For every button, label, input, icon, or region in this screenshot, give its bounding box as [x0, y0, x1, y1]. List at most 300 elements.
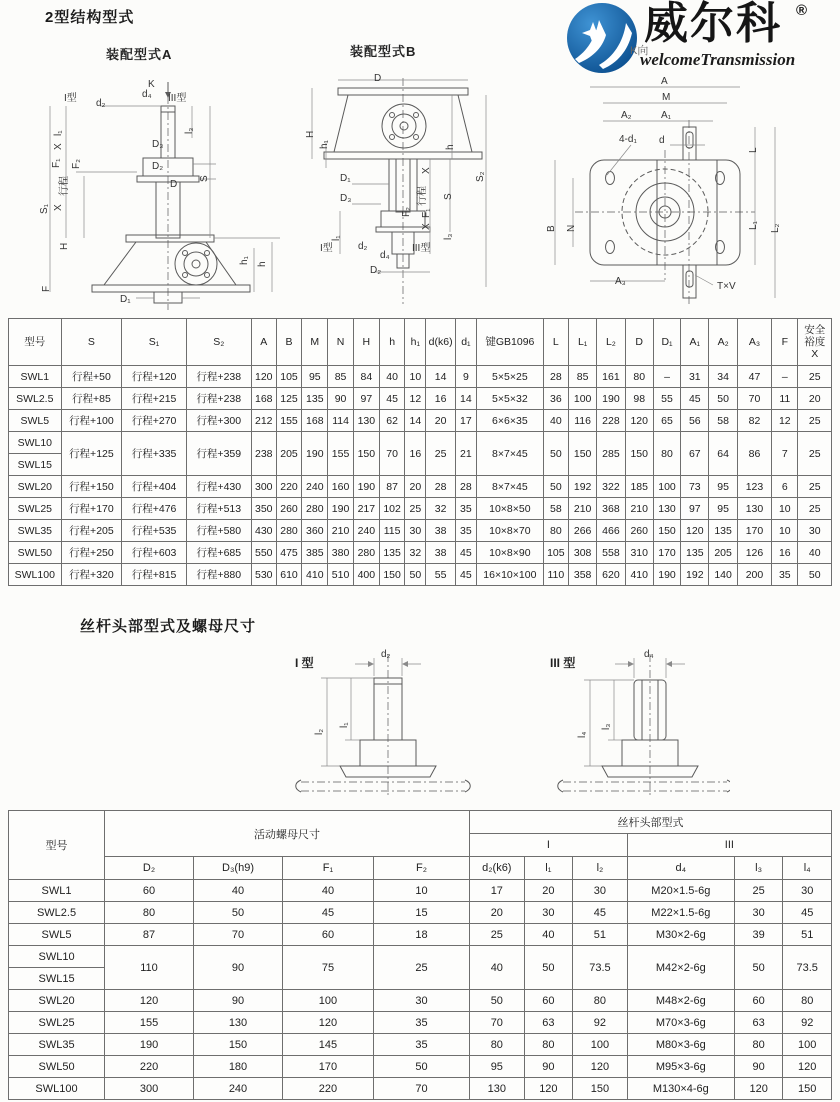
header-cell: A₃: [737, 319, 771, 366]
cell: 5×5×32: [477, 388, 544, 410]
cell: 25: [373, 946, 469, 990]
cell: 110: [543, 564, 568, 586]
dim-label: III型: [412, 243, 431, 254]
cell: 行程+815: [122, 564, 187, 586]
header-cell: M: [302, 319, 328, 366]
cell: SWL25: [9, 1012, 105, 1034]
cell: 140: [709, 564, 737, 586]
cell: 25: [426, 432, 455, 476]
cell: 51: [573, 924, 628, 946]
cell: 40: [379, 366, 404, 388]
cell: 192: [568, 476, 596, 498]
cell: 30: [524, 902, 573, 924]
cell: 20: [798, 388, 832, 410]
header-cell: D: [625, 319, 653, 366]
cell: 116: [568, 410, 596, 432]
header-cell: L₁: [568, 319, 596, 366]
cell: 25: [798, 498, 832, 520]
table-row: [9, 1078, 832, 1100]
cell: 123: [737, 476, 771, 498]
cell: 217: [353, 498, 379, 520]
cell: 行程+580: [186, 520, 251, 542]
cell: 168: [251, 388, 276, 410]
cell: M30×2-6g: [627, 924, 734, 946]
cell: M70×3-6g: [627, 1012, 734, 1034]
header-cell: A: [251, 319, 276, 366]
dim-label: D₂: [370, 265, 382, 276]
cell: 6: [772, 476, 798, 498]
cell: SWL100: [9, 1078, 105, 1100]
dim-label: H: [59, 242, 70, 250]
cell: 90: [328, 388, 353, 410]
view-k-label: K向: [630, 45, 649, 57]
cell: 行程+404: [122, 476, 187, 498]
brand-subtitle: welcomeTransmission: [640, 50, 796, 69]
cell: 35: [455, 520, 476, 542]
header-cell: L₂: [597, 319, 625, 366]
dim-label: d₂: [96, 98, 106, 109]
header-cell: S₁: [122, 319, 187, 366]
dim-label: X: [421, 167, 432, 174]
header-cell: F₁: [282, 857, 373, 880]
cell: 135: [709, 520, 737, 542]
cell: SWL15: [9, 454, 62, 476]
cell: 30: [798, 520, 832, 542]
header-cell: A₁: [681, 319, 709, 366]
cell: SWL35: [9, 520, 62, 542]
cell: 80: [783, 990, 832, 1012]
cell: 322: [597, 476, 625, 498]
cell: 16: [405, 432, 426, 476]
cell: 行程+250: [61, 542, 122, 564]
cell: 220: [276, 476, 301, 498]
cell: 40: [282, 880, 373, 902]
cell: 87: [379, 476, 404, 498]
cell: 行程+150: [61, 476, 122, 498]
cell: 70: [194, 924, 283, 946]
cell: 16: [772, 542, 798, 564]
cell: 190: [353, 476, 379, 498]
cell: 60: [105, 880, 194, 902]
cell: 130: [353, 410, 379, 432]
assembly-b-diagram: [300, 72, 530, 310]
cell: 80: [105, 902, 194, 924]
cell: 150: [379, 564, 404, 586]
cell: 63: [524, 1012, 573, 1034]
cell: 45: [455, 564, 476, 586]
section-title: 丝杆头部型式及螺母尺寸: [80, 618, 257, 635]
cell: 73.5: [573, 946, 628, 990]
cell: 60: [524, 990, 573, 1012]
cell: 430: [251, 520, 276, 542]
cell: 105: [276, 366, 301, 388]
cell: 50: [543, 476, 568, 498]
cell: 58: [543, 498, 568, 520]
screw-head-type3-drawing: [540, 650, 730, 802]
cell: 145: [282, 1034, 373, 1056]
cell: 410: [625, 564, 653, 586]
cell: 190: [302, 432, 328, 476]
cell: 行程+880: [186, 564, 251, 586]
cell: 150: [783, 1078, 832, 1100]
header-cell: F: [772, 319, 798, 366]
cell: SWL2.5: [9, 388, 62, 410]
header-cell: F₂: [373, 857, 469, 880]
assembly-a-drawing: [40, 80, 300, 314]
cell: 280: [302, 498, 328, 520]
cell: 60: [282, 924, 373, 946]
cell: 行程+603: [122, 542, 187, 564]
cell: 80: [625, 366, 653, 388]
cell: SWL25: [9, 498, 62, 520]
header-cell: h₁: [405, 319, 426, 366]
cell: 150: [625, 432, 653, 476]
cell: 55: [426, 564, 455, 586]
registered-mark: ®: [796, 2, 808, 19]
cell: 70: [737, 388, 771, 410]
dim-label: h₁: [319, 140, 330, 149]
dim-label: l₁: [339, 722, 350, 728]
cell: 190: [653, 564, 680, 586]
cell: 18: [373, 924, 469, 946]
type1-caption: I 型: [295, 656, 314, 670]
cell: 120: [282, 1012, 373, 1034]
cell: 60: [734, 990, 783, 1012]
dim-label: K: [148, 79, 155, 90]
cell: 56: [681, 410, 709, 432]
cell: 95: [470, 1056, 525, 1078]
cell: 70: [373, 1078, 469, 1100]
dim-label: h₁: [239, 256, 250, 265]
header-cell: 型号: [9, 319, 62, 366]
cell: 12: [772, 410, 798, 432]
cell: 40: [470, 946, 525, 990]
dim-label: M: [662, 92, 671, 103]
cell: 90: [734, 1056, 783, 1078]
cell: 25: [470, 924, 525, 946]
cell: 228: [597, 410, 625, 432]
cell: 90: [194, 946, 283, 990]
dim-label: F₂: [401, 207, 412, 217]
cell: 102: [379, 498, 404, 520]
cell: SWL2.5: [9, 902, 105, 924]
dim-label: N: [566, 224, 577, 232]
cell: 385: [302, 542, 328, 564]
cell: 25: [798, 432, 832, 476]
cell: 90: [524, 1056, 573, 1078]
cell: 135: [302, 388, 328, 410]
cell: 368: [597, 498, 625, 520]
cell: 100: [282, 990, 373, 1012]
cell: 85: [328, 366, 353, 388]
dim-label: L: [748, 147, 759, 153]
cell: 475: [276, 542, 301, 564]
cell: 62: [379, 410, 404, 432]
header-cell: D₂: [105, 857, 194, 880]
cell: 310: [625, 542, 653, 564]
dim-label: F₁: [51, 158, 62, 168]
cell: 行程+476: [122, 498, 187, 520]
cell: 100: [573, 1034, 628, 1056]
cell: 67: [681, 432, 709, 476]
header-cell: A₂: [709, 319, 737, 366]
assembly-b-drawing: [300, 72, 530, 310]
cell: M22×1.5-6g: [627, 902, 734, 924]
header-cell: I: [470, 834, 628, 857]
cell: 45: [379, 388, 404, 410]
assembly-a-caption: 装配型式A: [106, 47, 173, 62]
type3-caption: III 型: [550, 656, 576, 670]
cell: 120: [783, 1056, 832, 1078]
cell: –: [772, 366, 798, 388]
cell: 45: [455, 542, 476, 564]
header-cell: d(k6): [426, 319, 455, 366]
cell: 51: [783, 924, 832, 946]
cell: 64: [709, 432, 737, 476]
cell: 50: [734, 946, 783, 990]
dim-label: I型: [320, 243, 333, 254]
cell: 25: [405, 498, 426, 520]
cell: 55: [653, 388, 680, 410]
table-row: [9, 476, 832, 498]
cell: 360: [302, 520, 328, 542]
cell: 50: [405, 564, 426, 586]
cell: 620: [597, 564, 625, 586]
cell: 行程+270: [122, 410, 187, 432]
cell: 90: [194, 990, 283, 1012]
cell: 120: [105, 990, 194, 1012]
cell: SWL15: [9, 968, 105, 990]
cell: 28: [426, 476, 455, 498]
cell: 40: [798, 542, 832, 564]
cell: 45: [282, 902, 373, 924]
dim-label: S₁: [39, 203, 50, 214]
cell: 17: [455, 410, 476, 432]
cell: 45: [783, 902, 832, 924]
dim-label: L₂: [770, 223, 781, 233]
table-row: [9, 902, 832, 924]
dim-label: D₁: [120, 294, 131, 305]
cell: 100: [783, 1034, 832, 1056]
dim-label: X: [53, 204, 64, 211]
cell: 14: [426, 366, 455, 388]
cell: 212: [251, 410, 276, 432]
cell: 358: [568, 564, 596, 586]
cell: 16×10×100: [477, 564, 544, 586]
cell: 14: [405, 410, 426, 432]
cell: 70: [470, 1012, 525, 1034]
cell: 95: [709, 498, 737, 520]
cell: 9: [455, 366, 476, 388]
screw-head-type1-diagram: [285, 650, 475, 802]
cell: 240: [194, 1078, 283, 1100]
header-cell: D₁: [653, 319, 680, 366]
cell: 98: [625, 388, 653, 410]
cell: 86: [737, 432, 771, 476]
header-row: [9, 811, 832, 834]
cell: 308: [568, 542, 596, 564]
cell: 31: [681, 366, 709, 388]
screw-head-type1-drawing: [285, 650, 475, 802]
dim-label: l₃: [601, 723, 612, 730]
cell: 150: [194, 1034, 283, 1056]
cell: M130×4-6g: [627, 1078, 734, 1100]
header-cell: d₄: [627, 857, 734, 880]
cell: 20: [426, 410, 455, 432]
cell: 92: [573, 1012, 628, 1034]
dim-label: T×V: [717, 281, 736, 292]
table-row: [9, 498, 832, 520]
cell: 125: [276, 388, 301, 410]
cell: 34: [709, 366, 737, 388]
cell: 6×6×35: [477, 410, 544, 432]
dim-label: S₂: [475, 171, 486, 182]
cell: 550: [251, 542, 276, 564]
cell: 610: [276, 564, 301, 586]
cell: 155: [105, 1012, 194, 1034]
cell: 32: [426, 498, 455, 520]
cell: 150: [653, 520, 680, 542]
cell: 205: [276, 432, 301, 476]
cell: 10: [405, 366, 426, 388]
cell: 10×8×50: [477, 498, 544, 520]
cell: 150: [568, 432, 596, 476]
dim-label: D₃: [152, 139, 164, 150]
brand-mark-icon: [566, 2, 638, 74]
dim-label: H: [305, 130, 316, 138]
cell: 170: [653, 542, 680, 564]
cell: 行程+320: [61, 564, 122, 586]
dim-label: l₁: [331, 235, 342, 241]
dim-label: l₃: [184, 127, 195, 134]
dim-label: A: [661, 76, 668, 87]
dim-label: F: [41, 285, 52, 292]
cell: 50: [543, 432, 568, 476]
cell: 300: [105, 1078, 194, 1100]
cell: 210: [568, 498, 596, 520]
header-cell: h: [379, 319, 404, 366]
cell: SWL35: [9, 1034, 105, 1056]
cell: 400: [353, 564, 379, 586]
cell: 170: [737, 520, 771, 542]
cell: 35: [772, 564, 798, 586]
cell: 260: [625, 520, 653, 542]
cell: 35: [373, 1034, 469, 1056]
cell: 85: [568, 366, 596, 388]
cell: 190: [597, 388, 625, 410]
cell: 17: [470, 880, 525, 902]
cell: SWL20: [9, 990, 105, 1012]
cell: 220: [105, 1056, 194, 1078]
cell: 200: [737, 564, 771, 586]
cell: 35: [373, 1012, 469, 1034]
cell: 210: [328, 520, 353, 542]
cell: SWL5: [9, 924, 105, 946]
cell: 58: [709, 410, 737, 432]
cell: SWL20: [9, 476, 62, 498]
cell: 30: [373, 990, 469, 1012]
cell: 25: [798, 366, 832, 388]
cell: 80: [524, 1034, 573, 1056]
cell: 7: [772, 432, 798, 476]
cell: 10: [373, 880, 469, 902]
cell: 73.5: [783, 946, 832, 990]
header-cell: d₁: [455, 319, 476, 366]
dim-label: l₂: [314, 728, 325, 735]
cell: 70: [379, 432, 404, 476]
cell: 130: [653, 498, 680, 520]
dim-label: h: [257, 261, 268, 267]
cell: 12: [405, 388, 426, 410]
dim-label: l₃: [443, 233, 454, 240]
cell: 50: [524, 946, 573, 990]
header-cell: D₃(h9): [194, 857, 283, 880]
cell: 97: [681, 498, 709, 520]
cell: 350: [251, 498, 276, 520]
cell: 25: [734, 880, 783, 902]
cell: 466: [597, 520, 625, 542]
cell: 39: [734, 924, 783, 946]
cell: SWL1: [9, 366, 62, 388]
cell: 30: [783, 880, 832, 902]
dim-label: A₃: [615, 276, 626, 287]
cell: SWL50: [9, 1056, 105, 1078]
screw-head-type3-diagram: [540, 650, 730, 802]
dim-label: III型: [168, 93, 187, 104]
dim-label: l₁: [53, 130, 64, 136]
dim-label: D₃: [340, 193, 352, 204]
cell: 120: [524, 1078, 573, 1100]
dim-label: S: [443, 193, 454, 200]
cell: 行程+430: [186, 476, 251, 498]
cell: M48×2-6g: [627, 990, 734, 1012]
dim-label: B: [546, 225, 557, 232]
table-row: [9, 366, 832, 388]
cell: 105: [543, 542, 568, 564]
cell: 205: [709, 542, 737, 564]
header-cell: 活动螺母尺寸: [105, 811, 470, 857]
cell: 190: [328, 498, 353, 520]
cell: 行程+300: [186, 410, 251, 432]
cell: 47: [737, 366, 771, 388]
cell: 95: [709, 476, 737, 498]
dim-label: d₄: [142, 89, 152, 100]
cell: 行程+125: [61, 432, 122, 476]
cell: 14: [455, 388, 476, 410]
cell: 80: [734, 1034, 783, 1056]
cell: 38: [426, 542, 455, 564]
dim-label: d: [659, 135, 665, 146]
header-cell: B: [276, 319, 301, 366]
cell: 135: [379, 542, 404, 564]
cell: 150: [573, 1078, 628, 1100]
table-row: [9, 1056, 832, 1078]
cell: 30: [405, 520, 426, 542]
cell: 120: [681, 520, 709, 542]
header-cell: L: [543, 319, 568, 366]
cell: 行程+170: [61, 498, 122, 520]
cell: 40: [194, 880, 283, 902]
cell: SWL5: [9, 410, 62, 432]
cell: 10×8×70: [477, 520, 544, 542]
cell: 280: [276, 520, 301, 542]
cell: M95×3-6g: [627, 1056, 734, 1078]
cell: 266: [568, 520, 596, 542]
cell: 120: [573, 1056, 628, 1078]
dim-label: d₂: [358, 241, 368, 252]
cell: 30: [734, 902, 783, 924]
brand-logo: [560, 0, 840, 80]
